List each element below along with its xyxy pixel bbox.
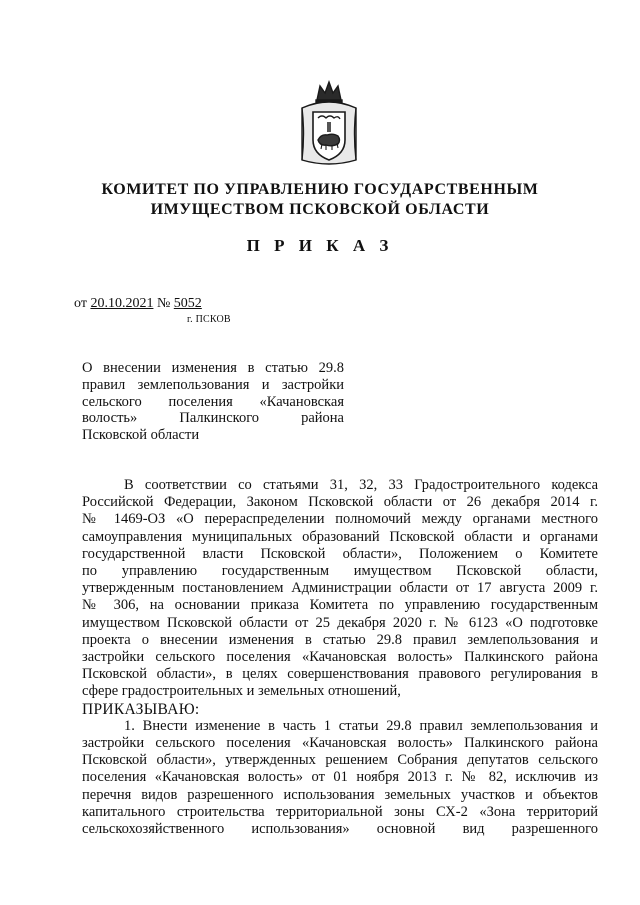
body-line: сфере градостроительных и земельных отношений, (82, 683, 401, 700)
body-line: № 306, на основании приказа Комитета по управлению государственным (82, 597, 598, 614)
body-line: застройки сельского поселения «Качановская волость» Палкинского района (82, 735, 598, 752)
document-title: П Р И К А З (246, 236, 394, 255)
body-line: Псковской области», утвержденных решением Собрания депутатов сельского (82, 752, 598, 769)
body-line: проекта о внесении изменения в статью 29.8 правил землепользования и (82, 631, 598, 648)
subject-line: сельского поселения «Качановская (82, 393, 344, 410)
subject-line: правил землепользования и застройки (82, 376, 344, 393)
body-line: утвержденным постановлением Администрации области от 17 августа 2009 г. (82, 580, 598, 597)
body-line: по управлению государственным имуществом Псковской области, (82, 563, 598, 580)
body-line: самоуправления муниципальных образований Псковской области и органами (82, 528, 598, 545)
city-name: г. ПСКОВ (187, 314, 231, 325)
order-reference (74, 296, 202, 312)
body-line: поселения «Качановская волость» от 01 ноября 2013 г. № 82, исключив из (82, 769, 598, 786)
order-date: 20.10.2021 (90, 296, 154, 311)
subject-line: волость» Палкинского района (82, 410, 344, 427)
body-line: имуществом Псковской области от 25 декабря 2020 г. № 6123 «О подготовке (82, 614, 598, 631)
body-line: сельскохозяйственного использования» основной вид разрешенного (82, 821, 598, 838)
body-line: капитального строительства территориальной зоны СХ-2 «Зона территорий (82, 803, 598, 820)
body-line: застройки сельского поселения «Качановская волость» Палкинского района (82, 649, 598, 666)
subject-line: О внесении изменения в статью 29.8 (82, 360, 344, 376)
body-line: государственной власти Псковской области», Положением о Комитете (82, 545, 598, 562)
coat-of-arms-icon (296, 78, 362, 168)
date-prefix: от (74, 296, 87, 311)
subject-line: Псковской области (82, 427, 200, 444)
organization-name-line-1: КОМИТЕТ ПО УПРАВЛЕНИЮ ГОСУДАРСТВЕННЫМ (101, 181, 539, 198)
body-line: В соответствии со статьями 31, 32, 33 Градостроительного кодекса (124, 477, 598, 493)
body-line: 1. Внести изменение в часть 1 статьи 29.8 правил землепользования и (124, 717, 598, 734)
body-line: Российской Федерации, Законом Псковской области от 26 декабря 2014 г. (82, 494, 598, 511)
order-subject (82, 360, 344, 444)
number-prefix: № (156, 296, 171, 311)
body-line: перечня видов разрешенного использования земельных участков и объектов (82, 786, 598, 803)
organization-name-line-2: ИМУЩЕСТВОМ ПСКОВСКОЙ ОБЛАСТИ (150, 201, 490, 218)
order-directive: ПРИКАЗЫВАЮ: (82, 700, 200, 718)
order-body (82, 477, 598, 838)
order-number: 5052 (173, 296, 202, 311)
body-line: № 1469-ОЗ «О перераспределении полномочий между органами местного (82, 511, 598, 528)
body-line: Псковской области», в целях совершенствования правового регулирования в (82, 666, 598, 683)
